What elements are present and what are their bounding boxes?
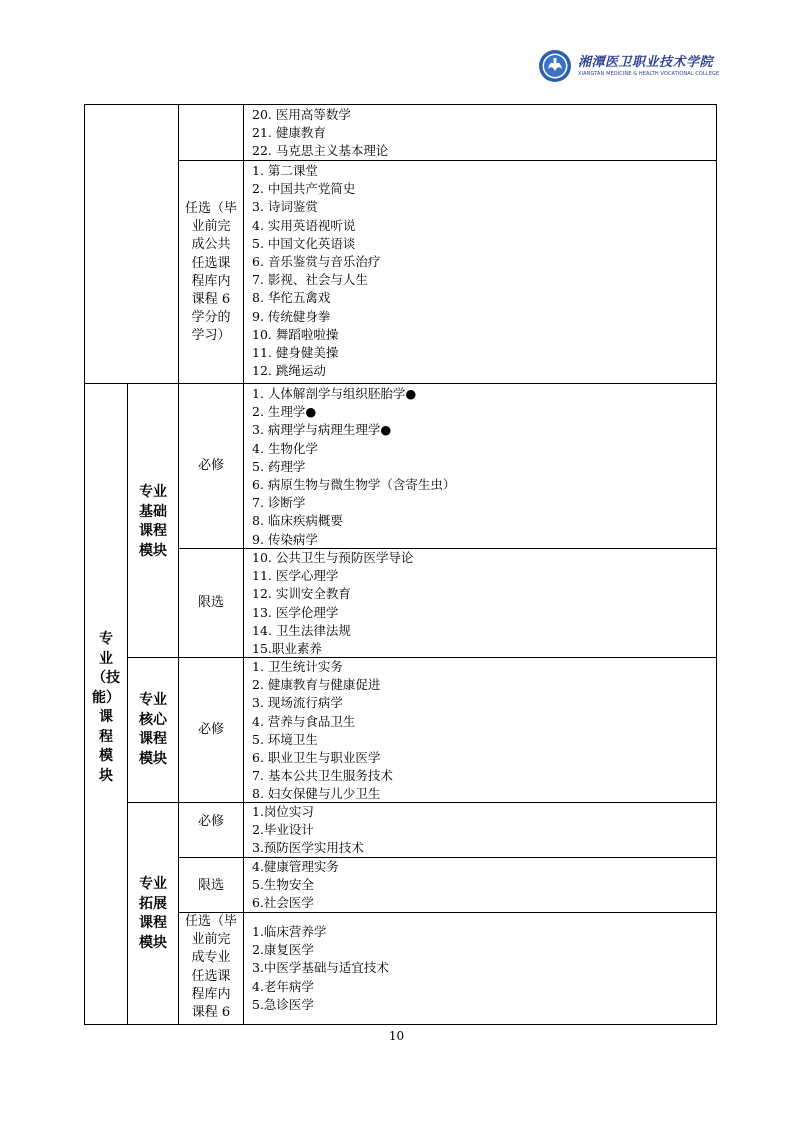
list-item: 8. 华佗五禽戏	[252, 290, 331, 306]
list-item: 1. 卫生统计实务	[252, 659, 343, 674]
list-item: 4. 生物化学	[252, 440, 318, 456]
public-elective-course-list	[252, 162, 380, 380]
core-required-label: 必修	[197, 722, 224, 737]
list-item: 4. 营养与食品卫生	[252, 713, 356, 729]
list-item: 4.健康管理实务	[252, 859, 339, 874]
list-item: 1. 第二课堂	[252, 163, 318, 178]
foundation-limited-course-list	[252, 549, 413, 658]
list-item: 22. 马克思主义基本理论	[252, 143, 389, 159]
list-item: 7. 诊断学	[252, 495, 306, 511]
list-item: 5. 环境卫生	[252, 731, 318, 747]
list-item: 1. 人体解剖学与组织胚胎学●	[252, 386, 417, 401]
foundation-limited-label: 限选	[197, 595, 224, 610]
list-item: 21. 健康教育	[252, 125, 326, 141]
school-name-en: XIANGTAN MEDICINE & HEALTH VOCATIONAL COLLEGE	[578, 70, 720, 77]
list-item: 3. 诗词鉴赏	[252, 199, 318, 215]
list-item: 3. 病理学与病理生理学●	[252, 422, 392, 438]
list-item: 12. 实训安全教育	[252, 586, 351, 602]
list-item: 11. 健身健美操	[252, 345, 339, 361]
extension-module-label: 专业 拓展 课程 模块	[139, 876, 167, 951]
list-item: 13. 医学伦理学	[252, 604, 339, 620]
school-name-cn: 湘潭医卫职业技术学院	[578, 54, 714, 70]
list-item: 2.康复医学	[252, 942, 314, 958]
list-item: 15.职业素养	[252, 641, 322, 657]
list-item: 7. 基本公共卫生服务技术	[252, 768, 393, 784]
list-item: 6. 音乐鉴赏与音乐治疗	[252, 254, 381, 270]
list-item: 1.临床营养学	[252, 924, 327, 939]
extension-elective-course-list	[252, 923, 389, 1014]
major-module-label: 专 业 （技 能） 课 程 模 块	[92, 631, 120, 784]
extension-elective-label: 任选（毕 业前完 成专业 任选课 程库内 课程 6	[184, 914, 237, 1021]
list-item: 7. 影视、社会与人生	[252, 272, 368, 288]
extension-required-label: 必修	[197, 814, 224, 829]
list-item: 3.中医学基础与适宜技术	[252, 960, 389, 976]
list-item: 2. 中国共产党简史	[252, 181, 356, 197]
public-elective-label: 任选（毕 业前完 成公共 任选课 程库内 课程 6 学分的 学习）	[184, 201, 237, 344]
foundation-required-label: 必修	[197, 458, 224, 473]
list-item: 6.社会医学	[252, 895, 314, 911]
list-item: 5. 药理学	[252, 458, 306, 474]
list-item: 11. 医学心理学	[252, 568, 339, 584]
list-item: 20. 医用高等数学	[252, 107, 351, 122]
list-item: 8. 妇女保健与儿少卫生	[252, 786, 381, 802]
list-item: 9. 传统健身拳	[252, 308, 331, 324]
list-item: 10. 舞蹈啦啦操	[252, 326, 339, 342]
extension-limited-label: 限选	[197, 878, 224, 893]
list-item: 5.急诊医学	[252, 996, 314, 1012]
list-item: 3.预防医学实用技术	[252, 840, 364, 856]
extension-limited-course-list	[252, 858, 339, 913]
list-item: 14. 卫生法律法规	[252, 622, 351, 638]
list-item: 6. 职业卫生与职业医学	[252, 750, 381, 766]
list-item: 12. 跳绳运动	[252, 363, 326, 379]
list-item: 6. 病原生物与微生物学（含寄生虫）	[252, 477, 456, 493]
list-item: 2. 生理学●	[252, 404, 317, 420]
top-required-course-list	[252, 106, 388, 161]
list-item: 3. 现场流行病学	[252, 695, 343, 711]
list-item: 1.岗位实习	[252, 804, 314, 819]
extension-required-course-list	[252, 803, 364, 858]
list-item: 8. 临床疾病概要	[252, 513, 343, 529]
core-module-label: 专业 核心 课程 模块	[139, 692, 167, 767]
foundation-module-label: 专业 基础 课程 模块	[139, 484, 167, 559]
list-item: 10. 公共卫生与预防医学导论	[252, 550, 414, 565]
list-item: 9. 传染病学	[252, 531, 318, 547]
page-number: 10	[388, 1029, 405, 1043]
list-item: 2.毕业设计	[252, 822, 314, 838]
core-course-list	[252, 658, 393, 804]
list-item: 4.老年病学	[252, 978, 314, 994]
list-item: 4. 实用英语视听说	[252, 217, 356, 233]
list-item: 5. 中国文化英语谈	[252, 235, 356, 251]
list-item: 5.生物安全	[252, 877, 314, 893]
list-item: 2. 健康教育与健康促进	[252, 677, 381, 693]
foundation-required-course-list	[252, 385, 455, 549]
